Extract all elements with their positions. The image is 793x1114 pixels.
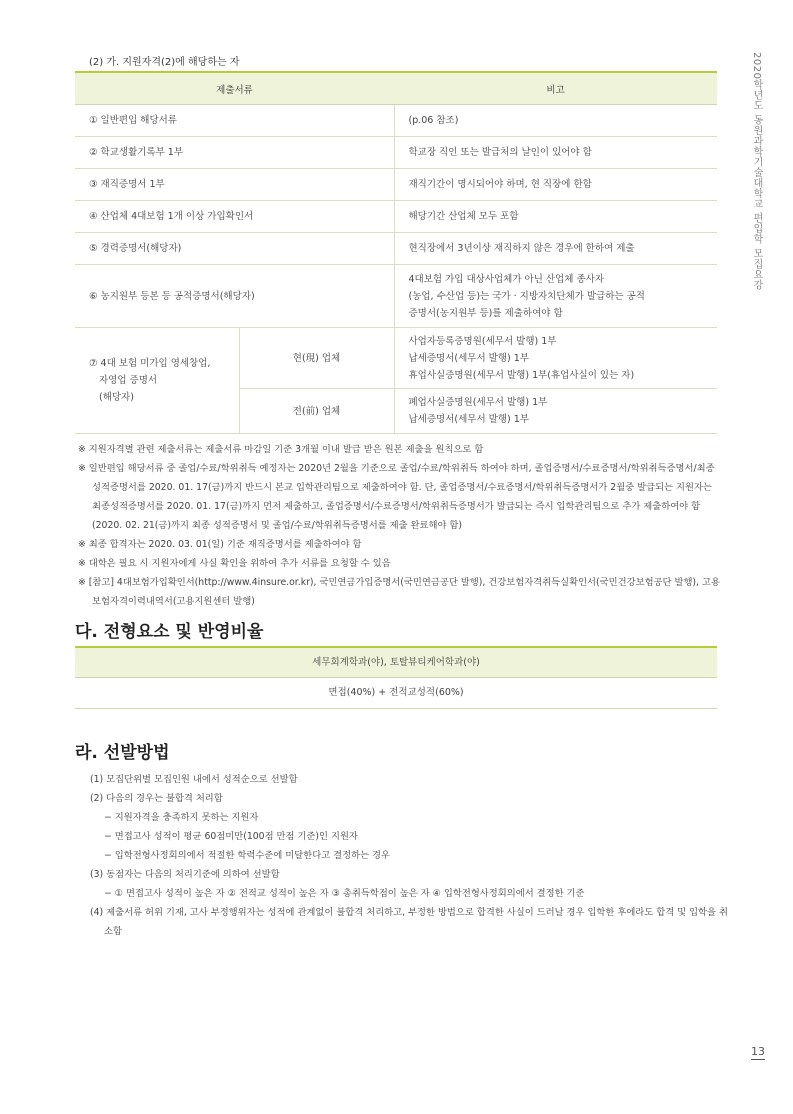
list-item: (4) 제출서류 허위 기재, 고사 부정행위자는 성적에 관계없이 불합격 처리하고, 부정한 방법으로 합격한 사실이 드러날 경우 입학한 후에라도 합격 및 입학을 취소함 [90,907,728,937]
notes-section [78,440,720,611]
remark-line: 납세증명서(세무서 발행) 1부 [408,414,529,425]
ratio-table [75,646,717,709]
document-cell [75,328,239,434]
document-cell: ⑥ 농지원부 등본 등 공적증명서(해당자) [75,265,394,328]
note-item: ※ 지원자격별 관련 제출서류는 제출서류 마감일 기준 3개월 이내 발급 받은 원본 제출을 원칙으로 함 [78,444,484,455]
remark-line: 납세증명서(세무서 발행) 1부 [408,352,529,364]
table-header-row [75,72,717,105]
document-cell: ① 일반편입 해당서류 [75,105,394,137]
business-type-cell: 현(現) 업체 [239,328,394,389]
remark-line: 증명서(농지원부 등)를 제출하여야 함 [408,307,563,319]
ratio-table-header: 세무회계학과(야), 토탈뷰티케어학과(야) [75,646,717,678]
remark-line: 사업자등록증명원(세무서 발행) 1부 [408,335,557,347]
table-row [75,265,717,328]
document-cell: ③ 재직증명서 1부 [75,169,394,201]
document-line: 자영업 증명서 [99,375,158,386]
note-item: ※ 최종 합격자는 2020. 03. 01(일) 기준 재직증명서를 제출하여야 함 [78,539,362,550]
table-row [75,328,717,389]
remark-cell: 현직장에서 3년이상 재직하지 않은 경우에 한하여 제출 [394,233,717,265]
column-header-remarks: 비고 [394,72,717,105]
remark-cell [394,265,717,328]
section-label: (2) 가. 지원자격(2)에 해당하는 자 [89,57,240,68]
remark-cell: (p.06 참조) [394,105,717,137]
remark-line: (농업, 수산업 등)는 국가 · 지방자치단체가 발급하는 공적 [408,290,645,302]
table-row [75,169,717,201]
heading-selection-method: 라. 선발방법 [75,743,170,763]
business-type-cell: 전(前) 업체 [239,389,394,434]
list-item: (2) 다음의 경우는 불합격 처리함 [90,793,223,804]
remark-cell [394,328,717,389]
table-row [75,137,717,169]
sub-list-item: − ① 면접고사 성적이 높은 자 ② 전적교 성적이 높은 자 ③ 총취득학점이 높은 자 ④ 입학전형사정회의에서 결정한 기준 [104,888,585,899]
remark-cell: 학교장 직인 또는 발급처의 날인이 있어야 함 [394,137,717,169]
list-item: (3) 동점자는 다음의 처리기준에 의하여 선발함 [90,869,280,880]
document-side-title: 2020학년도 동원과학기술대학교 편입학 모집요강 [751,52,762,290]
remark-cell [394,389,717,434]
sub-list-item: − 입학전형사정회의에서 적절한 학력수준에 미달한다고 결정하는 경우 [104,850,390,861]
remark-cell: 해당기간 산업체 모두 포함 [394,201,717,233]
document-cell: ⑤ 경력증명서(해당자) [75,233,394,265]
ratio-table-value: 면접(40%) + 전적교성적(60%) [75,678,717,709]
document-cell: ④ 산업체 4대보험 1개 이상 가입확인서 [75,201,394,233]
table-row [75,233,717,265]
note-item: ※ 대학은 필요 시 지원자에게 사실 확인을 위하여 추가 서류를 요청할 수 있음 [78,558,391,569]
sub-list-item: − 면접고사 성적이 평균 60점미만(100점 만점 기준)인 지원자 [104,831,358,842]
document-line: ⑦ 4대 보험 미가입 영세창업, [89,358,211,369]
page-number: 13 [751,1045,765,1058]
remark-line: 폐업사실증명원(세무서 발행) 1부 [408,397,548,408]
remark-line: 휴업사실증명원(세무서 발행) 1부(휴업사실이 있는 자) [408,369,635,381]
note-item: ※ [참고] 4대보험가입확인서(http://www.4insure.or.kr), 국민연금가입증명서(국민연금공단 발행), 건강보험자격취득실확인서(국민건강보험공단 발행), 고용보험자격이력내역서(고용지원센터 발행) [78,577,720,607]
heading-selection-ratio: 다. 전형요소 및 반영비율 [75,622,264,642]
note-item: ※ 일반편입 해당서류 중 졸업/수료/학위취득 예정자는 2020년 2월을 기준으로 졸업/수료/학위취득 하여야 하며, 졸업증명서/수료증명서/학위취득증명서/최종성적증명서를 2020. 01. 17(금)까지 반드시 본교 입학관리팀으로 제출하여야 함. 단, 졸업증명서/수료증명서/학위취득증명서가 2월중 발급되는 지원자는 최종성적증명서를 2020. 01. 17(금)까지 먼저 제출하고, 졸업증명서/수료증명서/학위취득증명서가 발급되는 즉시 입학관리팀으로 추가 제출하여야 함(2020. 02. 21(금)까지 최종 성적증명서 및 졸업/수료/학위취득증명서를 제출 완료해야 함) [78,463,715,531]
remark-line: 4대보험 가입 대상사업체가 아닌 산업체 종사자 [408,273,605,285]
column-header-documents: 제출서류 [75,72,394,105]
sub-list-item: − 지원자격을 충족하지 못하는 지원자 [104,812,259,823]
document-line: (해당자) [99,392,134,403]
documents-table [75,71,717,434]
table-row [75,201,717,233]
list-item: (1) 모집단위별 모집인원 내에서 성적순으로 선발함 [90,774,298,785]
selection-method-list [90,770,730,941]
table-row [75,105,717,137]
document-cell: ② 학교생활기록부 1부 [75,137,394,169]
remark-cell: 재직기간이 명시되어야 하며, 현 직장에 한함 [394,169,717,201]
